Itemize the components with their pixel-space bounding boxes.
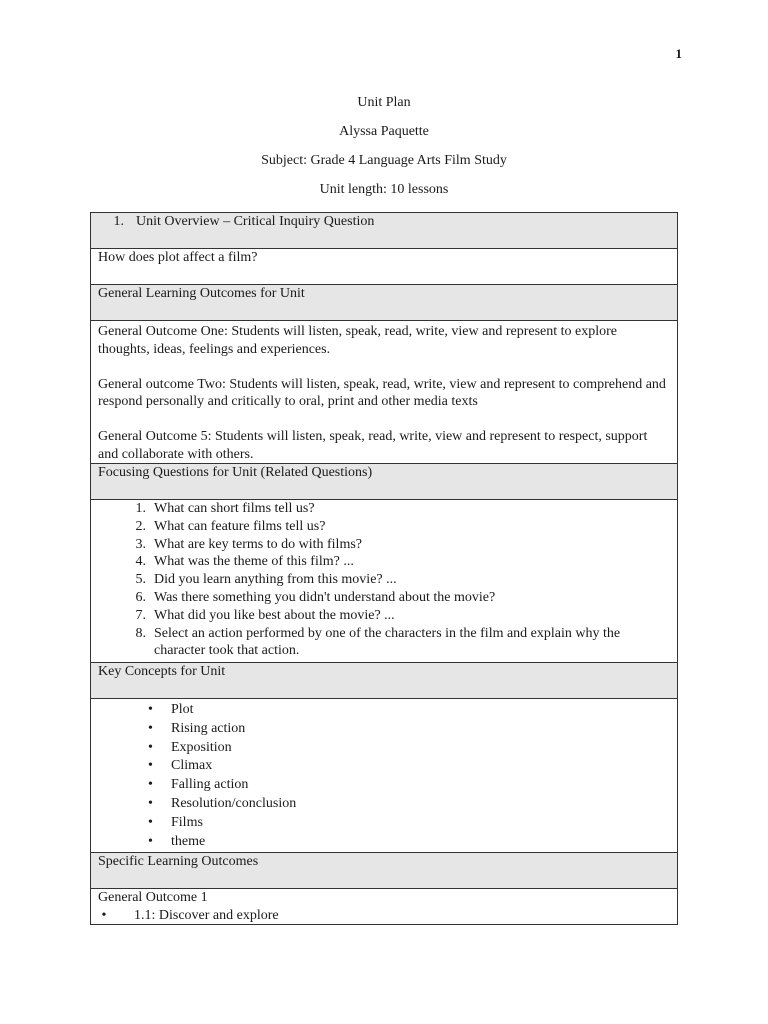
general-outcome-five: General Outcome 5: Students will listen, speak, read, write, view and represent to respect, support and collaborate with others. [98,429,648,462]
page-number: 1 [675,46,682,61]
concepts-title: Key Concepts for Unit [91,663,678,699]
list-item: 7. What did you like best about the movie? ... [135,607,395,623]
unit-plan-table [90,212,678,925]
list-item: 8. Select an action performed by one of the characters in the film and explain why the character took that action. [135,625,621,659]
list-item: • 1.1: Discover and explore [98,907,670,925]
overview-header-cell [91,213,678,249]
focusing-title: Focusing Questions for Unit (Related Questions) [91,464,678,500]
overview-title: Unit Overview – Critical Inquiry Question [136,214,375,229]
key-concepts-list [98,701,670,851]
document-header [0,92,768,208]
inquiry-question: How does plot affect a film? [91,249,678,285]
unit-length: Unit length: 10 lessons [319,182,449,197]
overview-number: 1. [113,214,124,229]
specific-body-row [91,889,678,925]
specific-header-row [91,853,678,889]
general-outcome-one: General Outcome One: Students will listen, speak, read, write, view and represent to explore thoughts, ideas, feelings and experiences. [98,324,618,357]
focusing-question-list [98,500,670,660]
list-item: 4. What was the theme of this film? ... [135,554,354,570]
list-item: 2. What can feature films tell us? [135,518,326,534]
subject-line: Subject: Grade 4 Language Arts Film Study [261,153,507,168]
inquiry-question-row [91,249,678,285]
list-item: • Rising action [98,720,670,739]
outcomes-body-row [91,321,678,464]
list-item: 6. Was there something you didn't understand about the movie? [135,589,496,605]
list-item: • theme [98,833,670,852]
outcomes-title: General Learning Outcomes for Unit [91,285,678,321]
concepts-body [91,699,678,853]
specific-outcome-heading: General Outcome 1 [98,890,208,905]
list-item: • Plot [98,701,670,720]
focusing-body [91,500,678,663]
list-item: 3. What are key terms to do with films? [135,536,362,552]
concepts-header-row [91,663,678,699]
list-item: 1. What can short films tell us? [135,501,315,516]
concepts-body-row [91,699,678,853]
list-item: • Falling action [98,776,670,795]
author-name: Alyssa Paquette [339,124,429,139]
list-item: 5. Did you learn anything from this movie? ... [135,572,397,588]
list-item: • Climax [98,757,670,776]
focusing-body-row [91,500,678,663]
focusing-header-row [91,464,678,500]
list-item: • Resolution/conclusion [98,795,670,814]
document-title: Unit Plan [357,95,411,110]
bullet-icon: • [101,907,107,923]
outcomes-header-row [91,285,678,321]
general-outcome-two: General outcome Two: Students will listen, speak, read, write, view and represent to comprehend and respond personally and critically to oral, print and other media texts [98,376,666,409]
list-item: • Films [98,814,670,833]
overview-header-row [91,213,678,249]
specific-body [91,889,678,925]
list-item: • Exposition [98,739,670,758]
specific-title: Specific Learning Outcomes [91,853,678,889]
outcomes-body [91,321,678,464]
